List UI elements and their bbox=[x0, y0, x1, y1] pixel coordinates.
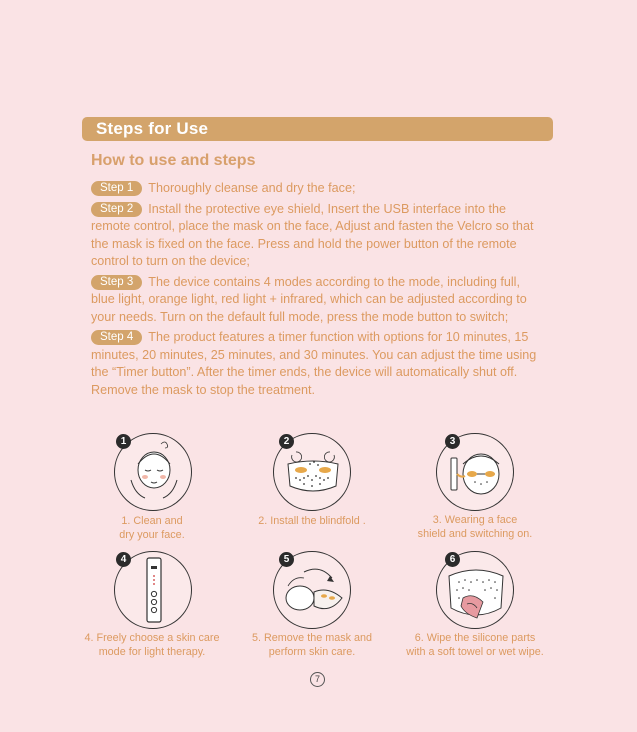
section-title: Steps for Use bbox=[96, 119, 209, 138]
step-number: 6 bbox=[445, 552, 460, 567]
step-3 bbox=[91, 274, 547, 327]
page-number: 7 bbox=[310, 672, 325, 687]
illustration-caption: 1. Clean and dry your face. bbox=[119, 515, 185, 541]
step-1 bbox=[91, 180, 547, 198]
step-number: 4 bbox=[116, 552, 131, 567]
illustration-caption: 4. Freely choose a skin care mode for light therapy. bbox=[84, 632, 220, 658]
step-number: 5 bbox=[279, 552, 294, 567]
step-text: Install the protective eye shield, Insert the USB interface into the remote control, place the mask on the face, Adjust and fasten the Velcro so that the mask is fixed on the face. Press and hold the power button of the remote control to turn on the device; bbox=[91, 201, 534, 268]
illustration-caption: 3. Wearing a face shield and switching on. bbox=[417, 514, 533, 540]
step-badge: Step 4 bbox=[91, 330, 142, 345]
step-2 bbox=[91, 201, 547, 271]
step-4 bbox=[91, 329, 547, 399]
steps-list bbox=[91, 180, 547, 402]
step-badge: Step 3 bbox=[91, 275, 142, 290]
step-text: Thoroughly cleanse and dry the face; bbox=[148, 181, 356, 195]
illustration-caption: 5. Remove the mask and perform skin care. bbox=[251, 632, 373, 658]
illustration-caption: 2. Install the blindfold . bbox=[258, 515, 366, 527]
subtitle: How to use and steps bbox=[91, 152, 256, 169]
step-badge: Step 2 bbox=[91, 202, 142, 217]
step-text: The product features a timer function with options for 10 minutes, 15 minutes, 20 minutes, 25 minutes, and 30 minutes. You can adjust the time using the “Timer button”. After the timer ends, the device will automatically shut off. Remove the mask to stop the treatment. bbox=[91, 330, 537, 397]
section-banner bbox=[82, 117, 553, 141]
step-number: 3 bbox=[445, 434, 460, 449]
step-text: The device contains 4 modes according to the mode, including full, blue light, orange light, red light + infrared, which can be adjusted according to your needs. Turn on the default full mode, press the mode button to switch; bbox=[91, 274, 527, 324]
step-number: 2 bbox=[279, 434, 294, 449]
step-number: 1 bbox=[116, 434, 131, 449]
step-badge: Step 1 bbox=[91, 181, 142, 196]
illustration-caption: 6. Wipe the silicone parts with a soft towel or wet wipe. bbox=[406, 632, 544, 658]
